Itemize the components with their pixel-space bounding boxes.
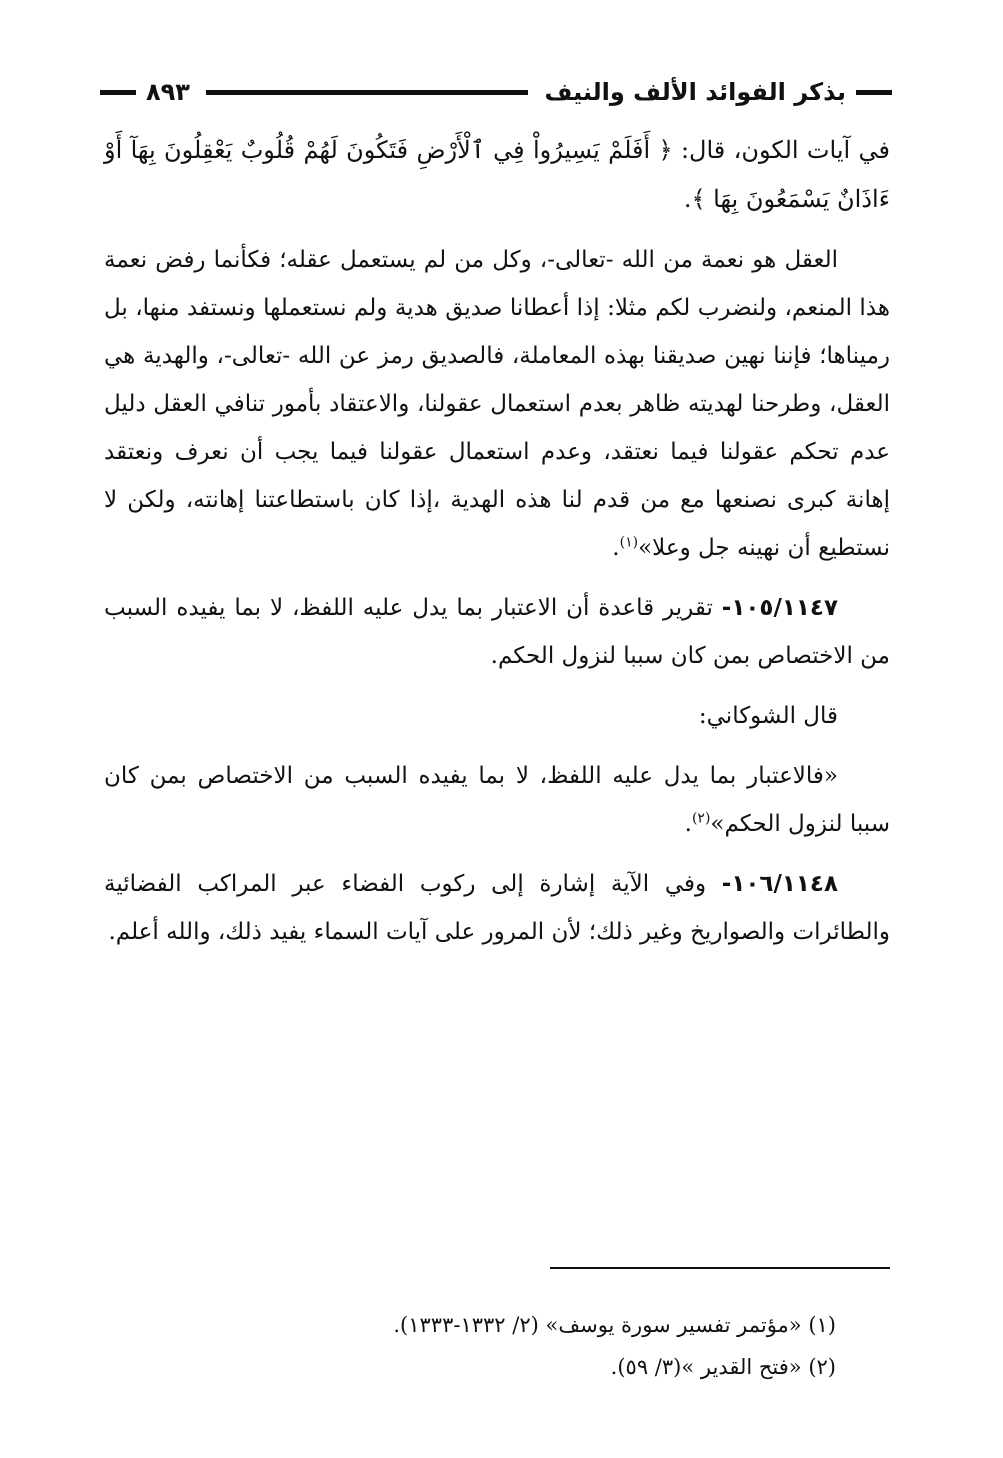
paragraph-text: تقرير قاعدة أن الاعتبار بما يدل عليه اللفظ، لا بما يفيده السبب من الاختصاص بمن كان سببا لنزول الحكم. xyxy=(104,595,890,669)
paragraph-benefit-1148 xyxy=(104,860,890,956)
benefit-number: ١٠٥/١١٤٧- xyxy=(721,595,838,621)
paragraph-text: قال الشوكاني: xyxy=(698,703,838,729)
paragraph-reason xyxy=(104,236,890,572)
quran-paragraph xyxy=(104,126,890,224)
paragraph-benefit-1147 xyxy=(104,584,890,680)
paragraph-quote xyxy=(104,752,890,848)
header-dash-end xyxy=(100,90,136,95)
benefit-number: ١٠٦/١١٤٨- xyxy=(721,871,839,897)
footnote-2: (٢) «فتح القدير »(٣/ ٥٩). xyxy=(610,1355,836,1379)
page-header xyxy=(100,72,892,112)
paragraph-period: . xyxy=(612,535,620,561)
header-dash xyxy=(856,90,892,95)
body-text xyxy=(104,126,890,968)
paragraph-text: وفي الآية إشارة إلى ركوب الفضاء عبر المراكب الفضائية والطائرات والصواريخ وغير ذلك؛ لأن المرور على آيات السماء يفيد ذلك، والله أعلم. xyxy=(104,871,890,945)
footnote-separator xyxy=(550,1267,890,1269)
footnote-1: (١) «مؤتمر تفسير سورة يوسف» (٢/ ١٣٣٢-١٣٣٣). xyxy=(393,1313,836,1337)
footnote-marker-1: (١) xyxy=(619,534,639,551)
header-rule xyxy=(206,90,529,95)
paragraph-text: العقل هو نعمة من الله -تعالى-، وكل من لم يستعمل عقله؛ فكأنما رفض نعمة هذا المنعم، ولنضرب لكم مثلا: إذا أعطانا صديق هدية ولم نستعملها ونستفد منها، بل رميناها؛ فإننا نهين صديقنا بهذه المعاملة، فالصديق رمز عن الله -تعالى-، والهدية هي العقل، وطرحنا لهديته ظاهر بعدم استعمال عقولنا، والاعتقاد بأمور تنافي العقل دليل عدم تحكم عقولنا فيما نعتقد، وعدم استعمال عقولنا فيما يجب أن نعرف ونعتقد إهانة كبرى نصنعها مع من قدم لنا هذه الهدية ،إذا كان باستطاعتنا إهانته، ولكن لا نستطيع أن نهينه جل وعلا» xyxy=(104,247,890,561)
footnote-marker-2: (٢) xyxy=(691,810,711,827)
running-title: بذكر الفوائد الألف والنيف xyxy=(544,78,846,106)
footnotes xyxy=(300,1304,836,1388)
paragraph-quote-intro xyxy=(104,692,890,740)
quran-verse-text: في آيات الكون، قال: ﴿ أَفَلَمْ يَسِيرُواْ فِي ٱلْأَرْضِ فَتَكُونَ لَهُمْ قُلُوبٌ يَعْقِلُونَ بِهَآ أَوْ ءَاذَانٌ يَسْمَعُونَ بِهَا ﴾. xyxy=(104,136,891,213)
page-number: ٨٩٣ xyxy=(146,78,190,106)
paragraph-period: . xyxy=(684,811,692,837)
paragraph-text: «فالاعتبار بما يدل عليه اللفظ، لا بما يفيده السبب من الاختصاص بمن كان سببا لنزول الحكم» xyxy=(104,763,890,837)
